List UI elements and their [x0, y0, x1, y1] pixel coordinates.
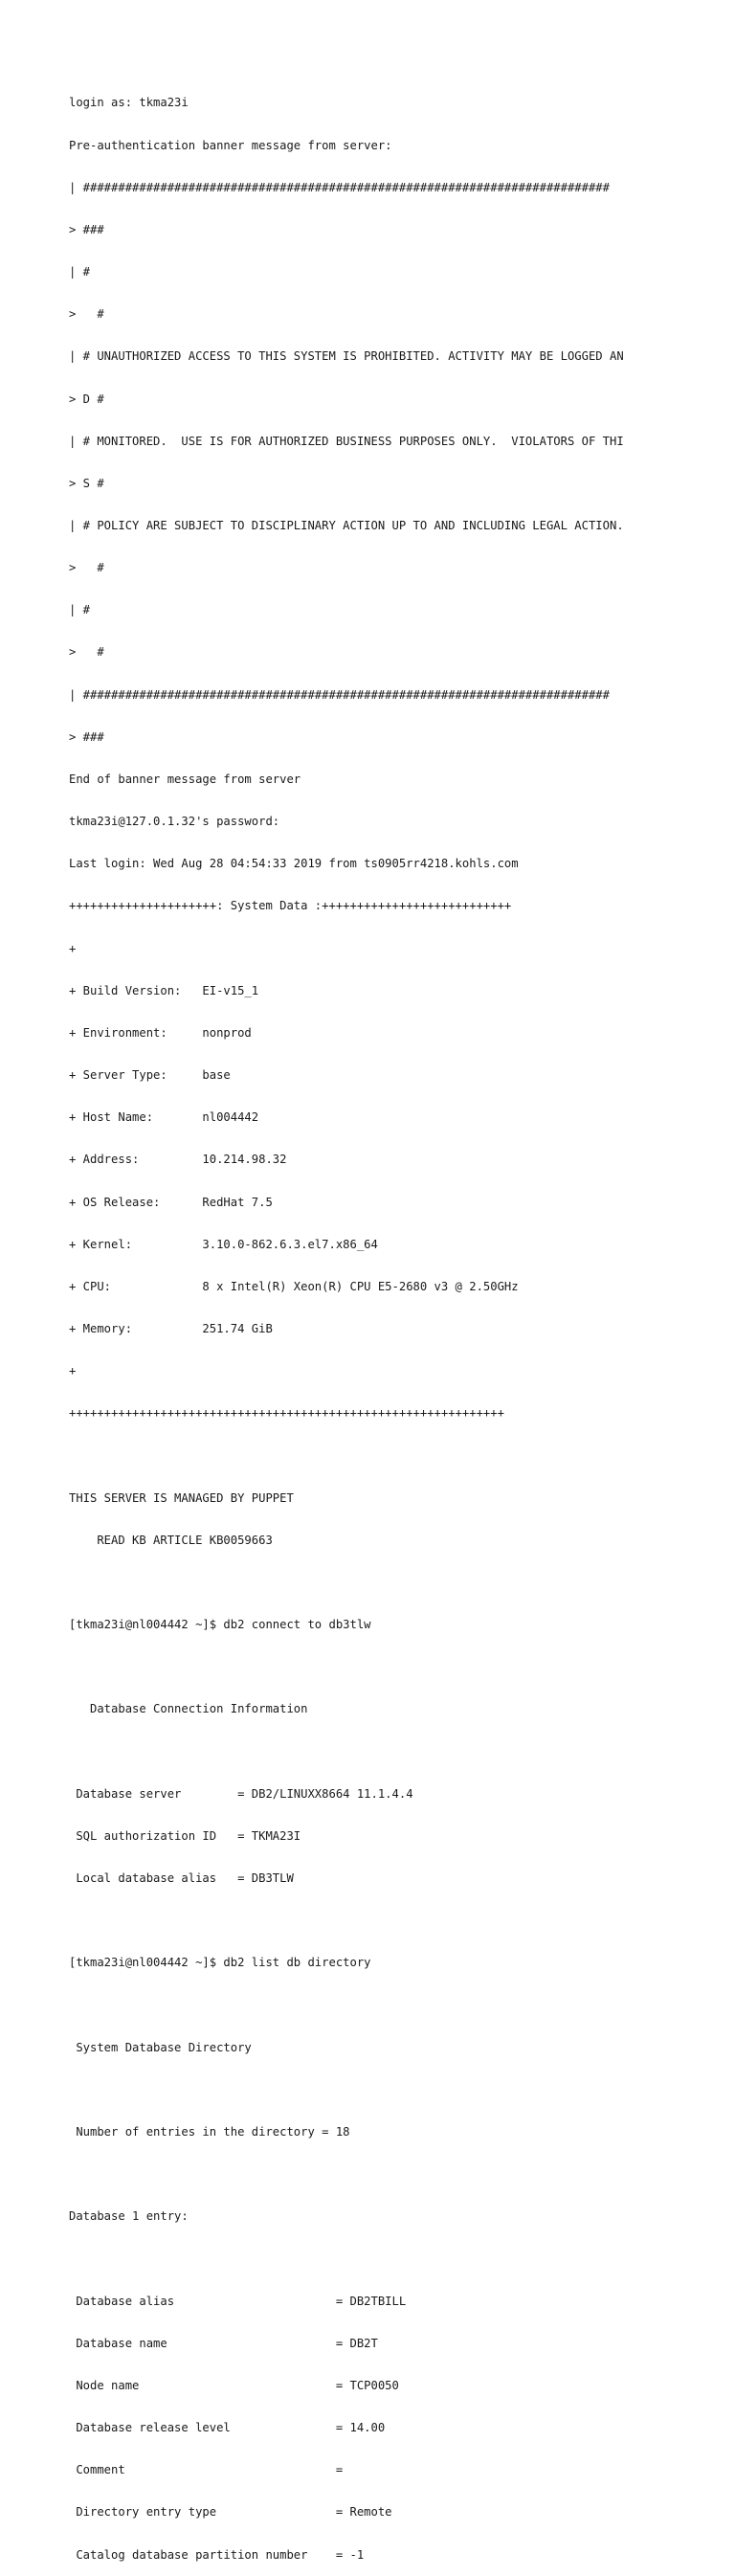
- system-data-line: +: [69, 1364, 77, 1378]
- terminal-line: [69, 1998, 720, 2012]
- entry-heading: Database 1 entry:: [69, 2209, 189, 2224]
- banner-line: > #: [69, 645, 104, 660]
- connection-info-line: SQL authorization ID = TKMA23I: [69, 1828, 301, 1843]
- terminal-line: [69, 2083, 720, 2097]
- banner-line: | #: [69, 265, 91, 280]
- system-data-line: + Build Version: EI-v15_1: [69, 983, 259, 997]
- system-data-line: + Address: 10.214.98.32: [69, 1153, 287, 1167]
- entry-count-line: Number of entries in the directory = 18: [69, 2124, 350, 2139]
- banner-line: | # POLICY ARE SUBJECT TO DISCIPLINARY ACTION UP TO AND INCLUDING LEGAL ACTION.: [69, 519, 624, 532]
- banner-line: > #: [69, 561, 104, 575]
- connection-info-line: Local database alias = DB3TLW: [69, 1871, 294, 1885]
- system-data-line: + Memory: 251.74 GiB: [69, 1321, 273, 1335]
- banner-line: | ###########################################################################: [69, 687, 610, 702]
- terminal-line: [69, 2251, 720, 2266]
- terminal-output[interactable]: [69, 68, 720, 2576]
- banner-line: | # MONITORED. USE IS FOR AUTHORIZED BUSINESS PURPOSES ONLY. VIOLATORS OF THI: [69, 434, 624, 448]
- banner-line: > S #: [69, 476, 104, 490]
- kb-article-notice: READ KB ARTICLE KB0059663: [69, 1533, 273, 1547]
- directory-entry-line: Comment =: [69, 2463, 344, 2477]
- system-data-line: +: [69, 941, 77, 955]
- system-data-line: + OS Release: RedHat 7.5: [69, 1195, 273, 1209]
- directory-entry-line: Database alias = DB2TBILL: [69, 2294, 407, 2308]
- command-line: [tkma23i@nl004442 ~]$ db2 connect to db3tlw: [69, 1618, 371, 1632]
- terminal-line: login as: tkma23i: [69, 96, 189, 110]
- system-data-line: + Server Type: base: [69, 1068, 231, 1083]
- last-login-line: Last login: Wed Aug 28 04:54:33 2019 from ts0905rr4218.kohls.com: [69, 857, 519, 871]
- terminal-line: [69, 1448, 720, 1463]
- terminal-line: [69, 1914, 720, 1928]
- banner-line: > ###: [69, 222, 104, 236]
- directory-heading: System Database Directory: [69, 2040, 252, 2054]
- terminal-line: End of banner message from server: [69, 772, 301, 786]
- terminal-line: [69, 1660, 720, 1674]
- directory-entry-line: Directory entry type = Remote: [69, 2505, 392, 2520]
- system-data-line: + Environment: nonprod: [69, 1025, 252, 1040]
- system-data-line: + CPU: 8 x Intel(R) Xeon(R) CPU E5-2680 v3 @ 2.50GHz: [69, 1279, 519, 1293]
- connection-info-line: Database server = DB2/LINUXX8664 11.1.4.4: [69, 1786, 413, 1801]
- banner-line: > D #: [69, 392, 104, 406]
- banner-line: | # UNAUTHORIZED ACCESS TO THIS SYSTEM IS PROHIBITED. ACTIVITY MAY BE LOGGED AN: [69, 349, 624, 364]
- directory-entry-line: Database release level = 14.00: [69, 2421, 386, 2435]
- banner-line: > #: [69, 307, 104, 322]
- system-data-header: +++++++++++++++++++++: System Data :+++++++++++++++++++++++++++: [69, 899, 512, 913]
- banner-line: > ###: [69, 729, 104, 744]
- system-data-line: + Kernel: 3.10.0-862.6.3.el7.x86_64: [69, 1237, 378, 1251]
- connection-info-heading: Database Connection Information: [69, 1702, 308, 1716]
- banner-line: | #: [69, 603, 91, 617]
- password-prompt: tkma23i@127.0.1.32's password:: [69, 815, 280, 829]
- terminal-line: [69, 1576, 720, 1590]
- command-line: [tkma23i@nl004442 ~]$ db2 list db directory: [69, 1956, 371, 1970]
- terminal-line: Pre-authentication banner message from server:: [69, 138, 392, 152]
- puppet-notice: THIS SERVER IS MANAGED BY PUPPET: [69, 1490, 294, 1505]
- terminal-line: [69, 1745, 720, 1759]
- banner-line: | ###########################################################################: [69, 180, 610, 194]
- system-data-line: + Host Name: nl004442: [69, 1110, 259, 1125]
- system-data-footer: ++++++++++++++++++++++++++++++++++++++++++++++++++++++++++++++: [69, 1406, 504, 1421]
- directory-entry-line: Catalog database partition number = -1: [69, 2547, 365, 2562]
- directory-entry-line: Database name = DB2T: [69, 2336, 378, 2350]
- directory-entry-line: Node name = TCP0050: [69, 2378, 399, 2392]
- terminal-line: [69, 2167, 720, 2182]
